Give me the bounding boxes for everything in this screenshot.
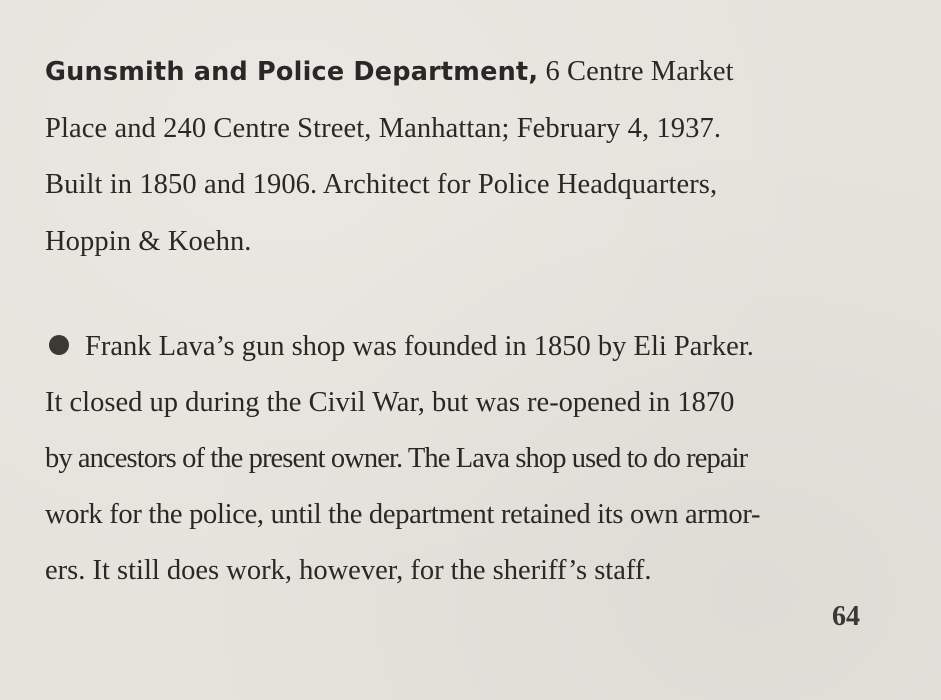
caption-address: 6 Centre Market bbox=[545, 56, 734, 87]
paragraph-line-5: ers. It still does work, however, for the sheriff’s staff. bbox=[45, 555, 652, 586]
caption-heading: Gunsmith and Police Department, bbox=[45, 57, 539, 87]
caption-line-2: Place and 240 Centre Street, Manhattan; February 4, 1937. bbox=[45, 112, 722, 144]
description-paragraph bbox=[45, 319, 875, 599]
photo-caption bbox=[45, 44, 875, 270]
caption-line-3: Built in 1850 and 1906. Architect for Police Headquarters, bbox=[45, 169, 718, 200]
paragraph-line-3: by ancestors of the present owner. The Lava shop used to do repair bbox=[45, 443, 748, 474]
caption-line-4: Hoppin & Koehn. bbox=[45, 225, 252, 257]
page-number: 64 bbox=[832, 601, 860, 632]
paragraph-line-1 bbox=[45, 319, 875, 375]
paragraph-line-1-text: Frank Lava’s gun shop was founded in 1850 by Eli Parker. bbox=[85, 331, 754, 362]
paragraph-line-2: It closed up during the Civil War, but was re-opened in 1870 bbox=[45, 387, 735, 418]
caption-line-1 bbox=[45, 44, 875, 101]
paragraph-line-4: work for the police, until the department retained its own armor- bbox=[45, 499, 761, 530]
bullet-dot-icon bbox=[49, 335, 69, 355]
